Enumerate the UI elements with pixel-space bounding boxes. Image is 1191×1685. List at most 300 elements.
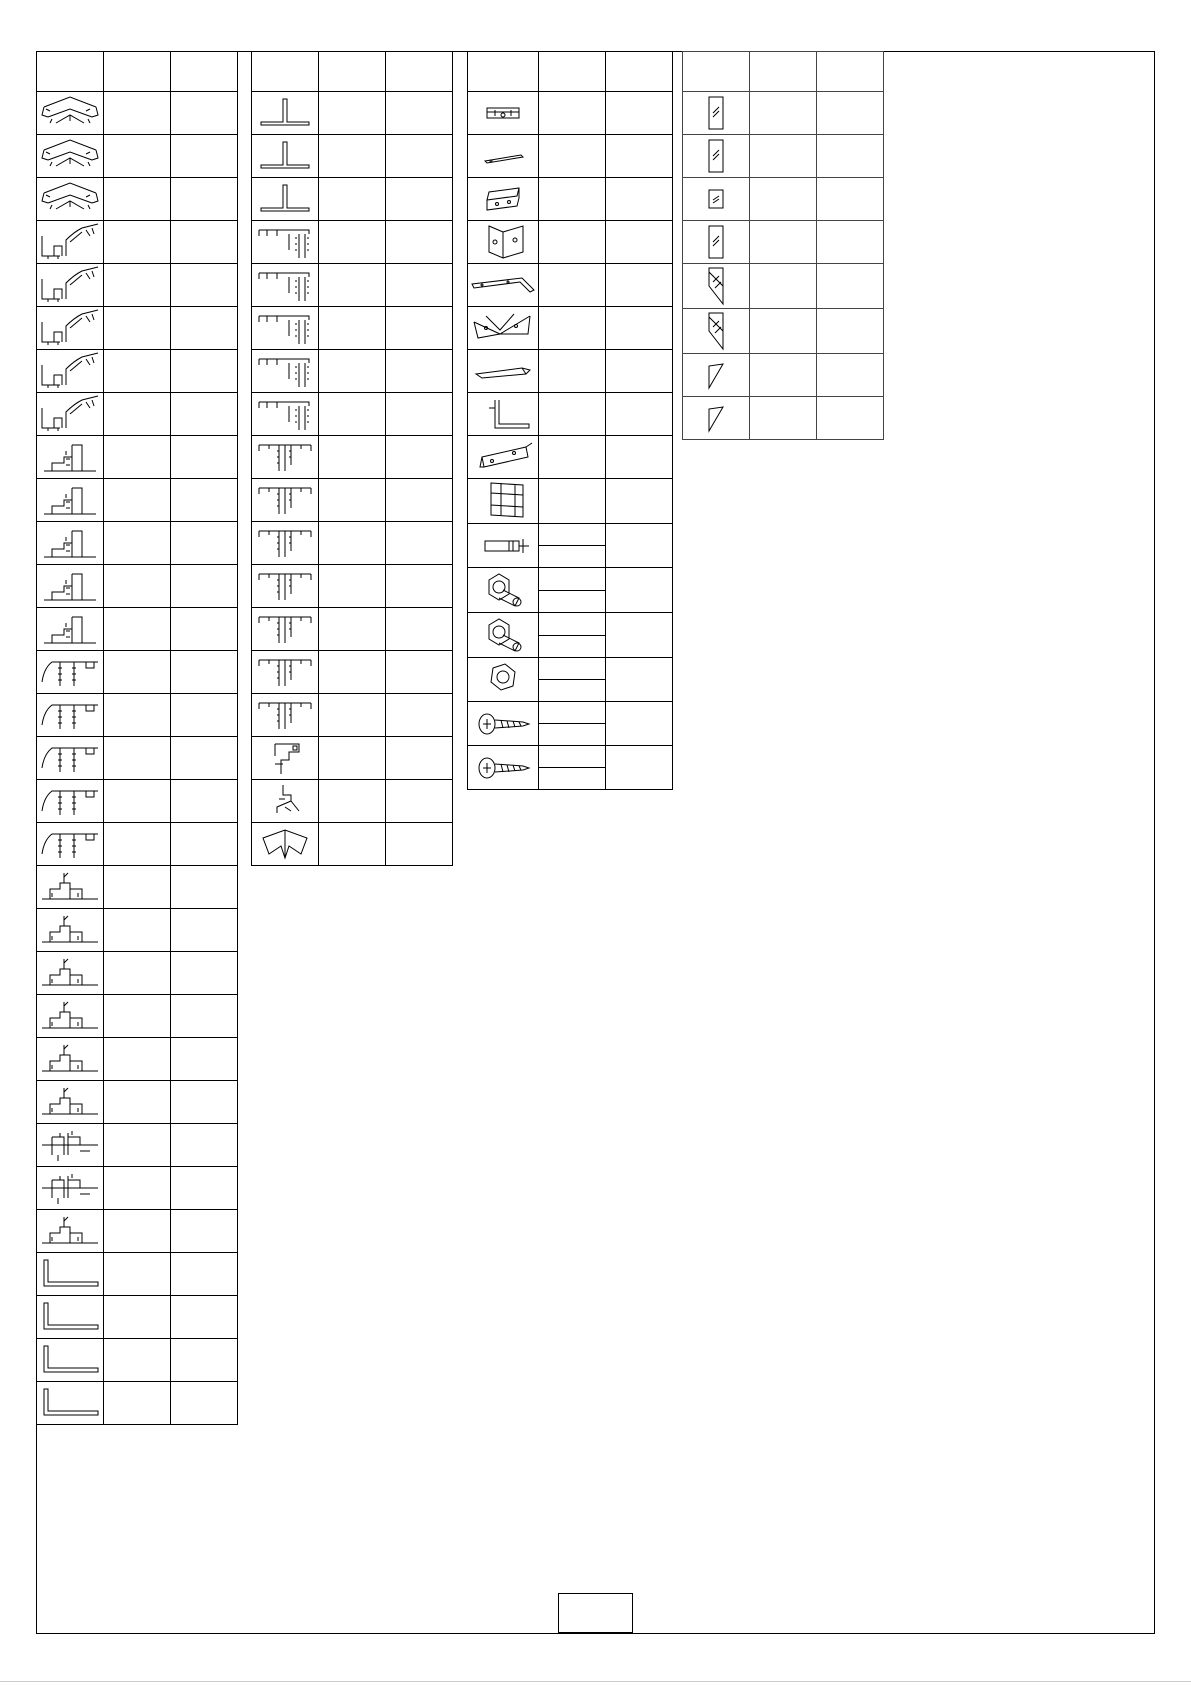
- quantity-cell: [319, 608, 386, 651]
- note-cell: [606, 702, 673, 746]
- note-cell: [386, 135, 453, 178]
- header-cell: [319, 52, 386, 92]
- quantity-cell: [539, 135, 606, 178]
- header-cell: [683, 52, 750, 92]
- angle-connector-icon: [37, 135, 104, 178]
- hinge-plate-icon: [468, 92, 539, 135]
- quantity-cell: [104, 178, 171, 221]
- wall-rail-profile-icon: [37, 651, 104, 694]
- header-cell: [606, 52, 673, 92]
- table-row: [683, 135, 884, 178]
- quantity-cell: [539, 746, 606, 790]
- quantity-cell: [539, 568, 606, 613]
- note-cell: [171, 1081, 238, 1124]
- sliding-track-profile-icon: [37, 866, 104, 909]
- note-cell: [171, 264, 238, 307]
- quantity-cell: [104, 1382, 171, 1425]
- bottom-rule: [0, 1681, 1191, 1682]
- table-row: [37, 823, 238, 866]
- table-row: [37, 135, 238, 178]
- note-cell: [386, 350, 453, 393]
- corner-profile-icon: [37, 264, 104, 307]
- header-cell: [750, 52, 817, 92]
- table-row: [683, 309, 884, 354]
- note-cell: [171, 1382, 238, 1425]
- quantity-cell: [319, 393, 386, 436]
- note-cell: [606, 658, 673, 702]
- quantity-cell: [539, 350, 606, 393]
- note-cell: [606, 613, 673, 658]
- quantity-cell: [104, 952, 171, 995]
- header-cell: [386, 52, 453, 92]
- quantity-cell: [104, 1081, 171, 1124]
- quantity-cell: [104, 1253, 171, 1296]
- quantity-cell: [319, 737, 386, 780]
- corner-profile-icon: [37, 307, 104, 350]
- note-cell: [171, 178, 238, 221]
- table-row: [37, 737, 238, 780]
- table-row: [252, 307, 453, 350]
- angle-connector-icon: [37, 92, 104, 135]
- quantity-cell: [319, 135, 386, 178]
- screw-icon: [468, 702, 539, 746]
- note-cell: [171, 608, 238, 651]
- wall-rail-profile-icon: [37, 823, 104, 866]
- quantity-cell: [104, 1167, 171, 1210]
- table-row: [252, 565, 453, 608]
- header-row: [468, 52, 673, 92]
- table-row: [468, 746, 673, 790]
- note-cell: [171, 307, 238, 350]
- l-angle-icon: [37, 1296, 104, 1339]
- quantity-cell: [319, 436, 386, 479]
- table-row: [37, 264, 238, 307]
- quantity-cell: [539, 436, 606, 479]
- header-row: [683, 52, 884, 92]
- quantity-cell: [104, 1038, 171, 1081]
- table-row: [37, 221, 238, 264]
- note-cell: [171, 995, 238, 1038]
- note-cell: [171, 952, 238, 995]
- table-row: [468, 479, 673, 524]
- quantity-cell: [104, 565, 171, 608]
- table-row: [252, 92, 453, 135]
- note-cell: [171, 1253, 238, 1296]
- glass-triangle-pane-icon: [683, 264, 750, 309]
- anchor-bolt-icon: [468, 524, 539, 568]
- note-cell: [386, 522, 453, 565]
- quantity-cell: [104, 1124, 171, 1167]
- note-cell: [171, 1167, 238, 1210]
- note-cell: [386, 565, 453, 608]
- t-profile-icon: [252, 135, 319, 178]
- l-angle-icon: [37, 1382, 104, 1425]
- quantity-cell: [104, 479, 171, 522]
- quantity-cell: [104, 264, 171, 307]
- header-cell: [468, 52, 539, 92]
- header-cell: [104, 52, 171, 92]
- quantity-cell: [539, 524, 606, 568]
- quantity-cell: [750, 354, 817, 397]
- header-cell: [252, 52, 319, 92]
- table-row: [468, 524, 673, 568]
- quantity-cell: [319, 522, 386, 565]
- corner-profile-icon: [37, 221, 104, 264]
- quantity-cell: [104, 737, 171, 780]
- table-row: [683, 354, 884, 397]
- table-row: [37, 1210, 238, 1253]
- table-row: [683, 178, 884, 221]
- double-t-profile-icon: [252, 694, 319, 737]
- note-cell: [171, 436, 238, 479]
- hex-nut-icon: [468, 658, 539, 702]
- quantity-cell: [104, 393, 171, 436]
- header-row: [37, 52, 238, 92]
- parts-table-profiles-left: [36, 51, 238, 1425]
- quantity-cell: [750, 264, 817, 309]
- door-frame-profile-icon: [37, 608, 104, 651]
- table-row: [37, 393, 238, 436]
- table-row: [37, 1124, 238, 1167]
- l-angle-icon: [37, 1253, 104, 1296]
- note-cell: [386, 694, 453, 737]
- note-cell: [606, 350, 673, 393]
- quantity-cell: [539, 221, 606, 264]
- double-t-profile-icon: [252, 436, 319, 479]
- table-row: [252, 479, 453, 522]
- quantity-cell: [319, 264, 386, 307]
- quantity-cell: [750, 135, 817, 178]
- small-glass-pane-icon: [683, 178, 750, 221]
- door-frame-profile-icon: [37, 565, 104, 608]
- table-row: [468, 658, 673, 702]
- table-row: [683, 397, 884, 440]
- note-cell: [171, 694, 238, 737]
- table-row: [252, 694, 453, 737]
- table-row: [252, 522, 453, 565]
- step-profile-icon: [252, 737, 319, 780]
- triangle-gable-icon: [683, 354, 750, 397]
- note-cell: [606, 135, 673, 178]
- quantity-cell: [319, 307, 386, 350]
- table-row: [468, 264, 673, 307]
- table-row: [468, 702, 673, 746]
- quantity-cell: [319, 823, 386, 866]
- table-row: [37, 1167, 238, 1210]
- header-cell: [37, 52, 104, 92]
- t-profile-icon: [252, 178, 319, 221]
- quantity-cell: [539, 264, 606, 307]
- quantity-cell: [104, 1339, 171, 1382]
- table-row: [37, 307, 238, 350]
- flat-bar-icon: [468, 135, 539, 178]
- corner-profile-icon: [37, 350, 104, 393]
- quantity-cell: [319, 221, 386, 264]
- hex-bolt-icon: [468, 568, 539, 613]
- table-row: [37, 995, 238, 1038]
- table-row: [468, 436, 673, 479]
- door-frame-profile-icon: [37, 479, 104, 522]
- quantity-cell: [104, 995, 171, 1038]
- quantity-cell: [104, 522, 171, 565]
- note-cell: [817, 135, 884, 178]
- angled-step-profile-icon: [252, 780, 319, 823]
- quantity-cell: [319, 92, 386, 135]
- note-cell: [171, 350, 238, 393]
- angle-bracket-icon: [468, 436, 539, 479]
- note-cell: [386, 651, 453, 694]
- double-t-profile-icon: [252, 608, 319, 651]
- quantity-cell: [104, 307, 171, 350]
- quantity-cell: [104, 1296, 171, 1339]
- table-row: [252, 350, 453, 393]
- note-cell: [606, 393, 673, 436]
- note-cell: [606, 264, 673, 307]
- note-cell: [817, 92, 884, 135]
- door-frame-profile-icon: [37, 522, 104, 565]
- rail-t-profile-icon: [252, 307, 319, 350]
- flat-strap-icon: [468, 350, 539, 393]
- table-row: [252, 221, 453, 264]
- table-row: [37, 178, 238, 221]
- note-cell: [171, 135, 238, 178]
- table-row: [683, 221, 884, 264]
- hex-bolt-icon: [468, 613, 539, 658]
- quantity-cell: [539, 92, 606, 135]
- sliding-track-profile-icon: [37, 909, 104, 952]
- table-row: [252, 393, 453, 436]
- quantity-cell: [104, 436, 171, 479]
- note-cell: [386, 436, 453, 479]
- note-cell: [386, 264, 453, 307]
- double-track-profile-icon: [37, 1124, 104, 1167]
- table-row: [37, 780, 238, 823]
- header-cell: [539, 52, 606, 92]
- double-t-profile-icon: [252, 479, 319, 522]
- table-row: [683, 264, 884, 309]
- quantity-cell: [104, 350, 171, 393]
- table-row: [252, 178, 453, 221]
- rail-t-profile-icon: [252, 393, 319, 436]
- quantity-cell: [104, 823, 171, 866]
- table-row: [252, 135, 453, 178]
- note-cell: [606, 746, 673, 790]
- header-cell: [817, 52, 884, 92]
- note-cell: [386, 307, 453, 350]
- quantity-cell: [104, 866, 171, 909]
- note-cell: [606, 479, 673, 524]
- table-row: [252, 780, 453, 823]
- note-cell: [817, 309, 884, 354]
- sliding-track-profile-icon: [37, 952, 104, 995]
- note-cell: [606, 92, 673, 135]
- z-hook-icon: [468, 393, 539, 436]
- glass-pane-icon: [683, 221, 750, 264]
- quantity-cell: [539, 393, 606, 436]
- quantity-cell: [104, 909, 171, 952]
- table-row: [37, 1382, 238, 1425]
- note-cell: [817, 178, 884, 221]
- table-row: [37, 436, 238, 479]
- note-cell: [171, 565, 238, 608]
- note-cell: [606, 178, 673, 221]
- parts-table-glass-panels: [682, 51, 884, 440]
- note-cell: [606, 221, 673, 264]
- table-row: [37, 350, 238, 393]
- quantity-cell: [319, 780, 386, 823]
- long-bracket-icon: [468, 264, 539, 307]
- corner-plate-icon: [468, 221, 539, 264]
- sliding-track-profile-icon: [37, 995, 104, 1038]
- quantity-cell: [104, 694, 171, 737]
- v-bracket-icon: [468, 307, 539, 350]
- ridge-profile-icon: [252, 823, 319, 866]
- note-cell: [171, 1296, 238, 1339]
- note-cell: [386, 780, 453, 823]
- double-t-profile-icon: [252, 651, 319, 694]
- quantity-cell: [750, 397, 817, 440]
- table-row: [37, 608, 238, 651]
- wall-rail-profile-icon: [37, 737, 104, 780]
- double-track-profile-icon: [37, 1167, 104, 1210]
- note-cell: [386, 479, 453, 522]
- note-cell: [171, 479, 238, 522]
- table-row: [683, 92, 884, 135]
- quantity-cell: [539, 702, 606, 746]
- note-cell: [817, 264, 884, 309]
- parts-table-profiles-middle: [251, 51, 453, 866]
- quantity-cell: [104, 1210, 171, 1253]
- note-cell: [171, 823, 238, 866]
- table-row: [252, 737, 453, 780]
- note-cell: [171, 221, 238, 264]
- header-cell: [171, 52, 238, 92]
- quantity-cell: [319, 694, 386, 737]
- note-cell: [386, 221, 453, 264]
- table-row: [37, 522, 238, 565]
- angle-connector-icon: [37, 178, 104, 221]
- table-row: [37, 92, 238, 135]
- note-cell: [171, 522, 238, 565]
- triangle-gable-icon: [683, 397, 750, 440]
- note-cell: [171, 737, 238, 780]
- note-cell: [817, 397, 884, 440]
- sliding-track-profile-icon: [37, 1081, 104, 1124]
- table-row: [37, 1296, 238, 1339]
- note-cell: [171, 1210, 238, 1253]
- quantity-cell: [750, 309, 817, 354]
- quantity-cell: [104, 780, 171, 823]
- rail-t-profile-icon: [252, 264, 319, 307]
- table-row: [37, 479, 238, 522]
- note-cell: [171, 651, 238, 694]
- note-cell: [386, 393, 453, 436]
- quantity-cell: [750, 92, 817, 135]
- table-row: [468, 393, 673, 436]
- note-cell: [171, 1339, 238, 1382]
- quantity-cell: [104, 608, 171, 651]
- note-cell: [171, 866, 238, 909]
- quantity-cell: [104, 221, 171, 264]
- note-cell: [171, 909, 238, 952]
- quantity-cell: [750, 221, 817, 264]
- note-cell: [171, 92, 238, 135]
- note-cell: [386, 178, 453, 221]
- table-row: [252, 651, 453, 694]
- quantity-cell: [319, 651, 386, 694]
- quantity-cell: [319, 178, 386, 221]
- note-cell: [606, 568, 673, 613]
- quantity-cell: [539, 613, 606, 658]
- sliding-track-profile-icon: [37, 1210, 104, 1253]
- rail-t-profile-icon: [252, 221, 319, 264]
- quantity-cell: [539, 307, 606, 350]
- glass-pane-icon: [683, 92, 750, 135]
- table-row: [468, 568, 673, 613]
- glass-pane-icon: [683, 135, 750, 178]
- t-profile-icon: [252, 92, 319, 135]
- quantity-cell: [539, 479, 606, 524]
- table-row: [37, 1038, 238, 1081]
- table-row: [37, 909, 238, 952]
- door-frame-profile-icon: [37, 436, 104, 479]
- table-row: [37, 694, 238, 737]
- l-angle-icon: [37, 1339, 104, 1382]
- note-cell: [171, 780, 238, 823]
- note-cell: [386, 608, 453, 651]
- table-row: [468, 178, 673, 221]
- quantity-cell: [319, 479, 386, 522]
- quantity-cell: [319, 565, 386, 608]
- note-cell: [606, 524, 673, 568]
- table-row: [252, 823, 453, 866]
- note-cell: [386, 737, 453, 780]
- table-row: [37, 866, 238, 909]
- note-cell: [171, 393, 238, 436]
- glass-triangle-pane-icon: [683, 309, 750, 354]
- quantity-cell: [104, 651, 171, 694]
- header-row: [252, 52, 453, 92]
- page-number-box: [558, 1593, 633, 1633]
- table-row: [37, 651, 238, 694]
- quantity-cell: [750, 178, 817, 221]
- table-row: [252, 264, 453, 307]
- note-cell: [171, 1038, 238, 1081]
- quantity-cell: [539, 658, 606, 702]
- wall-rail-profile-icon: [37, 780, 104, 823]
- table-row: [468, 350, 673, 393]
- table-row: [37, 565, 238, 608]
- table-row: [468, 613, 673, 658]
- table-row: [252, 608, 453, 651]
- note-cell: [817, 221, 884, 264]
- table-row: [468, 221, 673, 264]
- note-cell: [171, 1124, 238, 1167]
- table-row: [37, 1253, 238, 1296]
- table-row: [468, 307, 673, 350]
- screw-icon: [468, 746, 539, 790]
- table-row: [37, 1081, 238, 1124]
- table-row: [468, 135, 673, 178]
- corner-profile-icon: [37, 393, 104, 436]
- table-row: [37, 1339, 238, 1382]
- quantity-cell: [539, 178, 606, 221]
- rail-t-profile-icon: [252, 350, 319, 393]
- bracket-icon: [468, 178, 539, 221]
- note-cell: [606, 307, 673, 350]
- quantity-cell: [104, 92, 171, 135]
- note-cell: [386, 92, 453, 135]
